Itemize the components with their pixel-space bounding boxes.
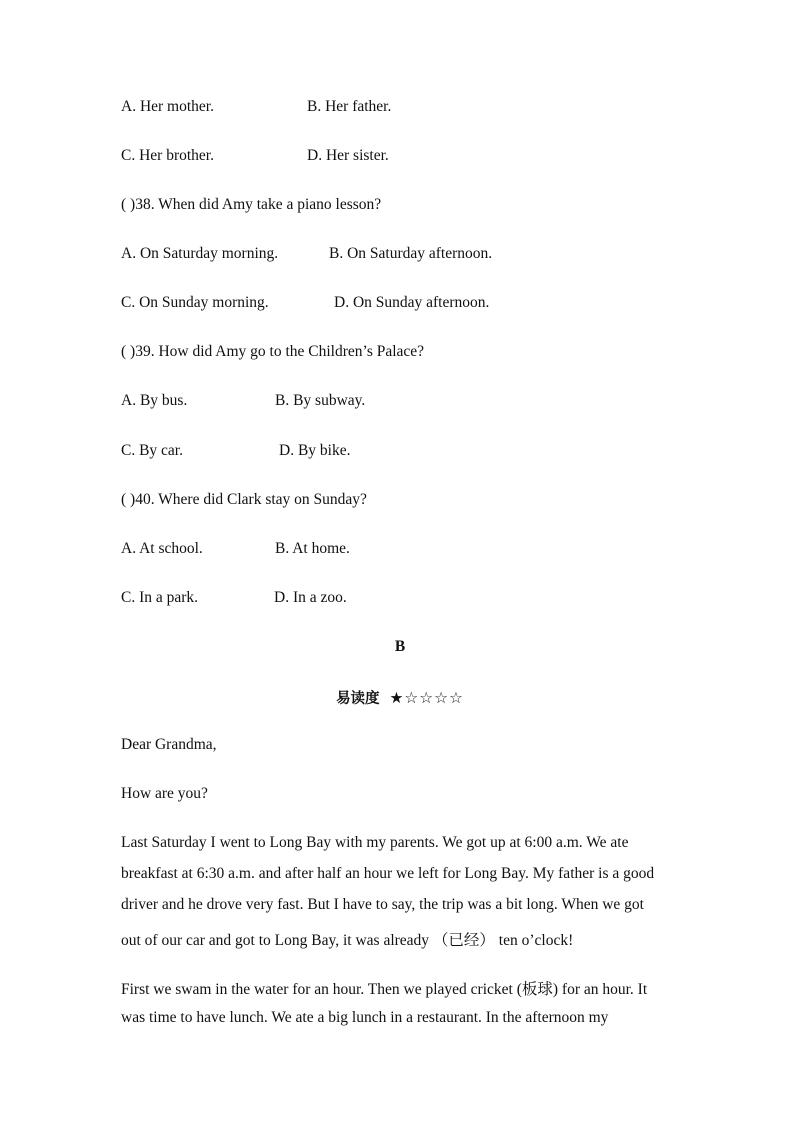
q39-option-c: C. By car. xyxy=(121,442,183,459)
q40-option-d: D. In a zoo. xyxy=(274,589,347,606)
letter-greeting: Dear Grandma, xyxy=(121,736,217,753)
q38-option-a: A. On Saturday morning. xyxy=(121,245,279,262)
q37-option-b: B. Her father. xyxy=(307,98,392,115)
star-rating-icon: ★☆☆☆☆ xyxy=(389,690,464,707)
paragraph-2-line: First we swam in the water for an hour. Then we played cricket (板球) for an hour. It xyxy=(121,981,648,998)
q37-option-a: A. Her mother. xyxy=(121,98,214,115)
difficulty-rating xyxy=(0,687,800,708)
paragraph-1-line: breakfast at 6:30 a.m. and after half an hour we left for Long Bay. My father is a good xyxy=(121,865,655,882)
paragraph-1-line: driver and he drove very fast. But I have to say, the trip was a bit long. When we got xyxy=(121,896,644,913)
q37-option-c: C. Her brother. xyxy=(121,147,214,164)
q38-stem: ( )38. When did Amy take a piano lesson? xyxy=(121,196,382,213)
q40-option-c: C. In a park. xyxy=(121,589,199,606)
q37-option-d: D. Her sister. xyxy=(307,147,389,164)
section-b-heading: B xyxy=(394,638,406,655)
paragraph-2-line: was time to have lunch. We ate a big lunch in a restaurant. In the afternoon my xyxy=(121,1009,609,1026)
q40-stem: ( )40. Where did Clark stay on Sunday? xyxy=(121,491,367,508)
q38-option-d: D. On Sunday afternoon. xyxy=(334,294,490,311)
paragraph-1-line: Last Saturday I went to Long Bay with my parents. We got up at 6:00 a.m. We ate xyxy=(121,834,629,851)
letter-opening: How are you? xyxy=(121,785,208,802)
q38-option-c: C. On Sunday morning. xyxy=(121,294,269,311)
difficulty-label: 易读度 xyxy=(336,691,380,707)
paragraph-1-line: out of our car and got to Long Bay, it was already （已经） ten o’clock! xyxy=(121,932,574,949)
q39-option-d: D. By bike. xyxy=(279,442,351,459)
q39-option-b: B. By subway. xyxy=(275,392,366,409)
q40-option-b: B. At home. xyxy=(275,540,350,557)
q39-stem: ( )39. How did Amy go to the Children’s Palace? xyxy=(121,343,425,360)
q38-option-b: B. On Saturday afternoon. xyxy=(329,245,493,262)
q40-option-a: A. At school. xyxy=(121,540,203,557)
q39-option-a: A. By bus. xyxy=(121,392,188,409)
